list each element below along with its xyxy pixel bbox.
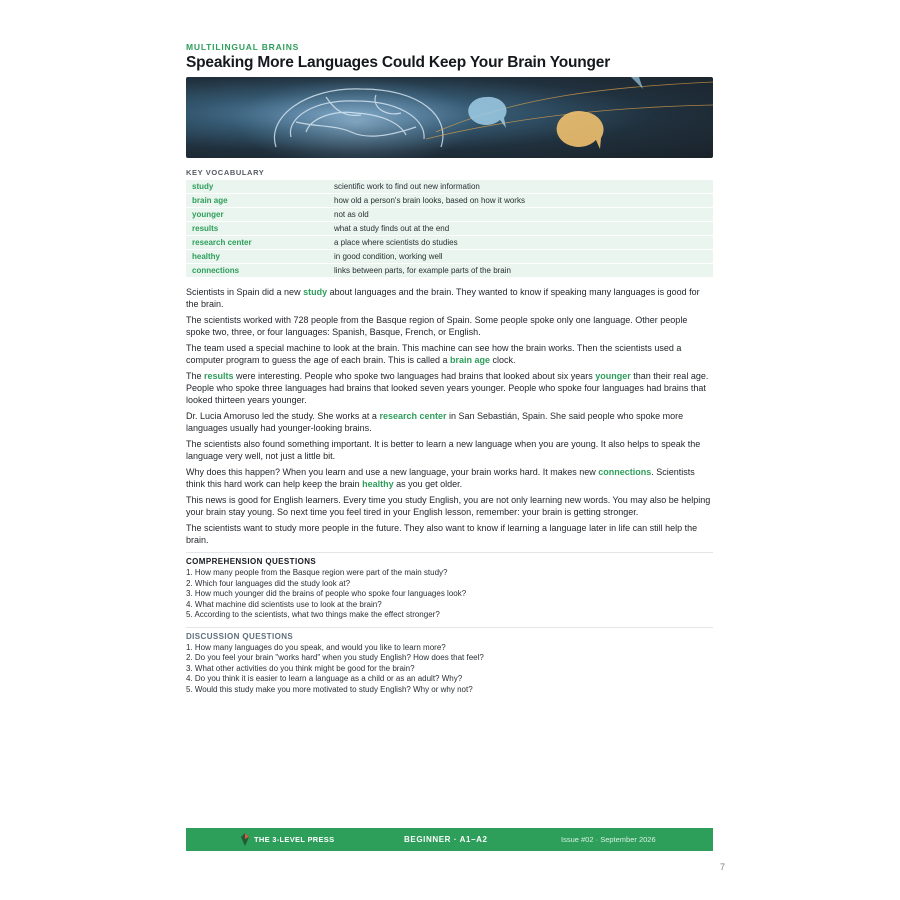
vocabulary-definition: not as old: [328, 208, 713, 222]
question-item: 3. What other activities do you think might be good for the brain?: [186, 663, 415, 673]
vocabulary-row: [186, 264, 713, 278]
question-item: 2. Which four languages did the study look at?: [186, 578, 351, 588]
highlight-results: results: [204, 371, 234, 381]
section-kicker: MULTILINGUAL BRAINS: [186, 42, 300, 52]
vocabulary-definition: how old a person's brain looks, based on how it works: [328, 194, 713, 208]
vocabulary-row: [186, 208, 713, 222]
paragraph-3: The team used a special machine to look at the brain. This machine can see how the brain works. Then the scientists used a computer program to guess the age of each brain. This is called a brain age clock.: [186, 343, 682, 365]
question-item: 1. How many people from the Basque region were part of the main study?: [186, 568, 448, 577]
brain-illustration: [186, 77, 713, 158]
paragraph-2: The scientists worked with 728 people from the Basque region of Spain. Some people spoke only one language. Other people spoke two, three, or four languages: Spanish, Basque, French, or English.: [186, 315, 688, 337]
highlight-study: study: [303, 287, 328, 297]
vocabulary-row: [186, 222, 713, 236]
question-item: 5. According to the scientists, what two things make the effect stronger?: [186, 610, 440, 619]
footer-brand: THE 3-LEVEL PRESS: [254, 835, 335, 844]
divider: [186, 627, 713, 628]
vocabulary-term: research center: [186, 236, 328, 250]
highlight-younger: younger: [595, 371, 631, 381]
paragraph-9: The scientists want to study more people in the future. They also want to know if learning a language later in life can still help the brain.: [186, 523, 698, 545]
article-body: [186, 286, 713, 546]
question-item: 5. Would this study make you more motivated to study English? Why or why not?: [186, 684, 473, 694]
highlight-brain-age: brain age: [449, 355, 490, 365]
highlight-research-center: research center: [379, 411, 447, 421]
vocabulary-definition: links between parts, for example parts of the brain: [328, 264, 713, 278]
vocabulary-definition: in good condition, working well: [328, 250, 713, 264]
paragraph-6: The scientists also found something important. It is better to learn a new language when you are young. It also helps to speak the language very well, not just a little bit.: [186, 439, 701, 461]
discussion-heading: DISCUSSION QUESTIONS: [186, 631, 294, 641]
vocabulary-row: [186, 194, 713, 208]
vocabulary-term: study: [186, 180, 328, 194]
question-item: 2. Do you feel your brain "works hard" when you study English? How does that feel?: [186, 653, 484, 662]
question-item: 3. How much younger did the brains of people who spoke four languages look?: [186, 589, 467, 598]
page-title: Speaking More Languages Could Keep Your Brain Younger: [186, 54, 611, 71]
paragraph-7: Why does this happen? When you learn and use a new language, your brain works hard. It makes new connections. Scientists think this hard work can help keep the brain healthy as you get older.: [186, 467, 695, 489]
question-item: 4. Do you think it is easier to learn a language as a child or as an adult? Why?: [186, 674, 463, 683]
hero-image-brain: [186, 77, 713, 158]
question-item: 4. What machine did scientists use to look at the brain?: [186, 599, 382, 609]
vocabulary-definition: scientific work to find out new information: [328, 180, 713, 194]
paragraph-1: Scientists in Spain did a new study about languages and the brain. They wanted to know if speaking many languages is good for the brain.: [186, 287, 700, 309]
vocabulary-term: connections: [186, 264, 328, 278]
vocabulary-row: [186, 236, 713, 250]
footer-bar: [186, 828, 713, 851]
comprehension-questions: [186, 568, 713, 621]
page-number: 7: [720, 862, 726, 872]
footer-issue: Issue #02 · September 2026: [561, 835, 656, 844]
vocabulary-term: healthy: [186, 250, 328, 264]
highlight-healthy: healthy: [362, 479, 394, 489]
divider: [186, 552, 713, 553]
comprehension-heading: COMPREHENSION QUESTIONS: [186, 557, 317, 566]
vocabulary-term: results: [186, 222, 328, 236]
paragraph-4: The results were interesting. People who spoke two languages had brains that looked about six years younger than their real age. People who spoke three languages had brains that looked seven years younger. People who spoke four languages had brains that looked thirteen years younger.: [186, 371, 709, 405]
vocabulary-heading: KEY VOCABULARY: [186, 168, 265, 177]
press-logo-icon: [240, 833, 250, 846]
discussion-questions: [186, 643, 713, 696]
vocabulary-row: [186, 180, 713, 194]
paragraph-5: Dr. Lucia Amoruso led the study. She works at a research center in San Sebastián, Spain. She said people who spoke more languages usually had younger-looking brains.: [186, 411, 684, 433]
vocabulary-term: brain age: [186, 194, 328, 208]
highlight-connections: connections: [598, 467, 652, 477]
vocabulary-definition: what a study finds out at the end: [328, 222, 713, 236]
vocabulary-term: younger: [186, 208, 328, 222]
footer-level: BEGINNER · A1–A2: [404, 835, 488, 844]
vocabulary-table: [186, 180, 713, 278]
paragraph-8: This news is good for English learners. Every time you study English, you are not only learning new words. You may also be helping your brain stay young. So next time you feel tired in your English lesson, remember: your brain is getting stronger.: [186, 495, 711, 517]
question-item: 1. How many languages do you speak, and would you like to learn more?: [186, 642, 446, 652]
vocabulary-row: [186, 250, 713, 264]
article-page: [186, 40, 713, 695]
vocabulary-definition: a place where scientists do studies: [328, 236, 713, 250]
